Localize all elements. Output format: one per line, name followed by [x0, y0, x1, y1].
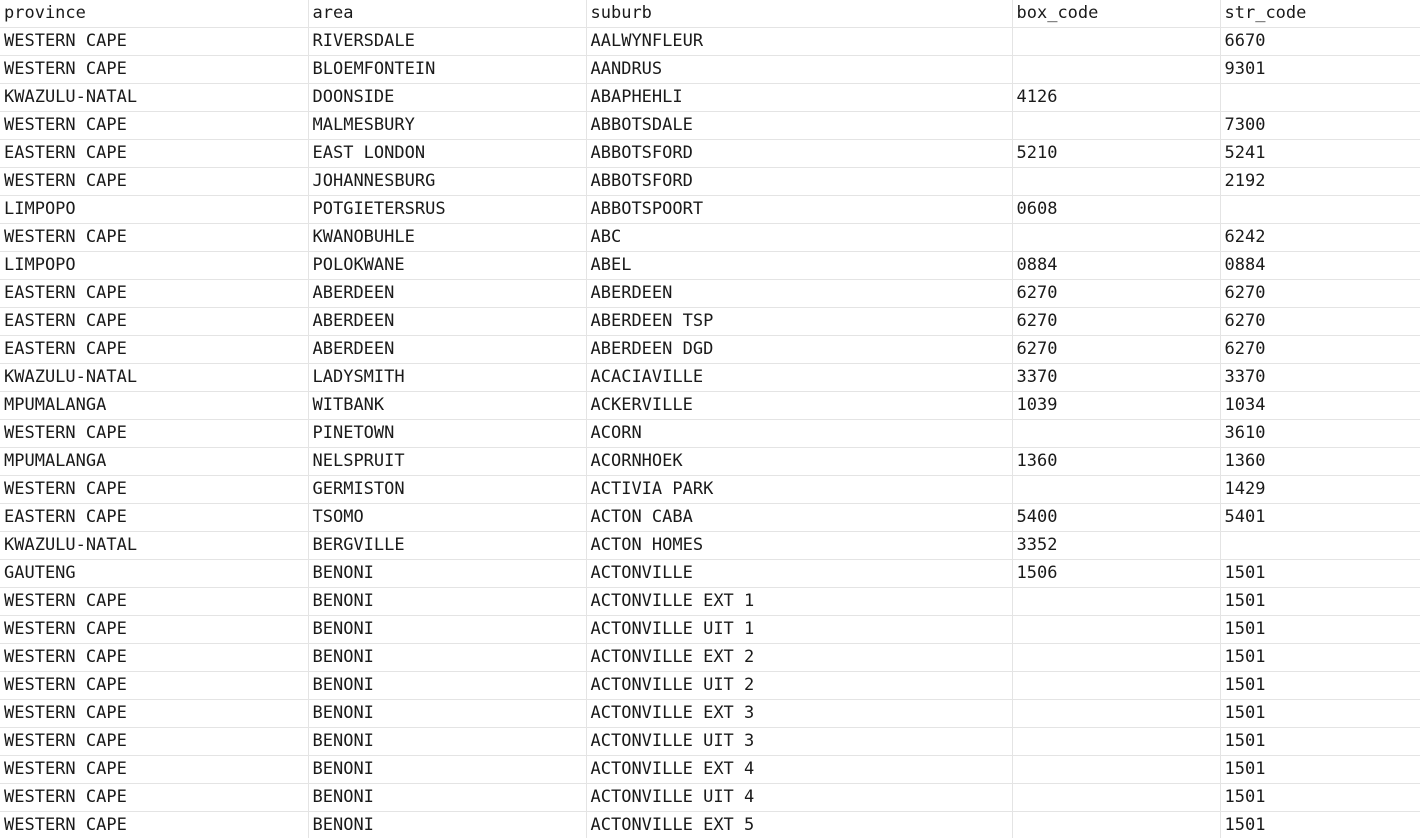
- table-row: [0, 112, 1420, 140]
- cell-box-code[interactable]: [1012, 756, 1220, 784]
- cell-str-code[interactable]: [1220, 84, 1420, 112]
- cell-area[interactable]: BENONI: [308, 756, 586, 784]
- cell-suburb[interactable]: ABAPHEHLI: [586, 84, 1012, 112]
- cell-str-code[interactable]: 1501: [1220, 616, 1420, 644]
- cell-area[interactable]: BENONI: [308, 812, 586, 838]
- cell-suburb[interactable]: ACTIVIA PARK: [586, 476, 1012, 504]
- table-row: [0, 196, 1420, 224]
- cell-suburb[interactable]: ACORN: [586, 420, 1012, 448]
- column-header-suburb[interactable]: suburb: [586, 0, 1012, 28]
- cell-suburb[interactable]: ABBOTSFORD: [586, 168, 1012, 196]
- cell-suburb[interactable]: ACTONVILLE UIT 3: [586, 728, 1012, 756]
- cell-province[interactable]: KWAZULU-NATAL: [0, 364, 308, 392]
- cell-str-code[interactable]: 1501: [1220, 812, 1420, 838]
- cell-area[interactable]: GERMISTON: [308, 476, 586, 504]
- cell-area[interactable]: ABERDEEN: [308, 280, 586, 308]
- cell-area[interactable]: BENONI: [308, 588, 586, 616]
- cell-box-code[interactable]: [1012, 728, 1220, 756]
- cell-box-code[interactable]: [1012, 28, 1220, 56]
- column-header-province[interactable]: province: [0, 0, 308, 28]
- cell-suburb[interactable]: ABERDEEN: [586, 280, 1012, 308]
- table-row: [0, 756, 1420, 784]
- cell-str-code[interactable]: 1501: [1220, 784, 1420, 812]
- cell-str-code[interactable]: 1034: [1220, 392, 1420, 420]
- cell-box-code[interactable]: 6270: [1012, 308, 1220, 336]
- cell-box-code[interactable]: [1012, 644, 1220, 672]
- cell-str-code[interactable]: 1360: [1220, 448, 1420, 476]
- table-row: [0, 224, 1420, 252]
- cell-box-code[interactable]: [1012, 420, 1220, 448]
- cell-suburb[interactable]: ACTONVILLE: [586, 560, 1012, 588]
- cell-suburb[interactable]: ABERDEEN DGD: [586, 336, 1012, 364]
- cell-suburb[interactable]: ACTONVILLE UIT 2: [586, 672, 1012, 700]
- cell-suburb[interactable]: ABEL: [586, 252, 1012, 280]
- cell-box-code[interactable]: 3352: [1012, 532, 1220, 560]
- cell-box-code[interactable]: [1012, 56, 1220, 84]
- cell-province[interactable]: LIMPOPO: [0, 196, 308, 224]
- cell-area[interactable]: WITBANK: [308, 392, 586, 420]
- cell-area[interactable]: MALMESBURY: [308, 112, 586, 140]
- table-row: [0, 812, 1420, 838]
- cell-province[interactable]: WESTERN CAPE: [0, 700, 308, 728]
- cell-suburb[interactable]: AANDRUS: [586, 56, 1012, 84]
- cell-str-code[interactable]: 5401: [1220, 504, 1420, 532]
- cell-suburb[interactable]: ABERDEEN TSP: [586, 308, 1012, 336]
- cell-box-code[interactable]: [1012, 616, 1220, 644]
- cell-province[interactable]: GAUTENG: [0, 560, 308, 588]
- cell-area[interactable]: BENONI: [308, 560, 586, 588]
- cell-str-code[interactable]: 1429: [1220, 476, 1420, 504]
- cell-suburb[interactable]: ACTONVILLE EXT 3: [586, 700, 1012, 728]
- table-row: [0, 252, 1420, 280]
- cell-province[interactable]: EASTERN CAPE: [0, 280, 308, 308]
- cell-area[interactable]: BENONI: [308, 700, 586, 728]
- cell-province[interactable]: WESTERN CAPE: [0, 588, 308, 616]
- cell-str-code[interactable]: 6242: [1220, 224, 1420, 252]
- table-row: [0, 140, 1420, 168]
- cell-str-code[interactable]: 1501: [1220, 644, 1420, 672]
- cell-province[interactable]: WESTERN CAPE: [0, 28, 308, 56]
- cell-area[interactable]: BLOEMFONTEIN: [308, 56, 586, 84]
- cell-province[interactable]: WESTERN CAPE: [0, 56, 308, 84]
- cell-box-code[interactable]: 4126: [1012, 84, 1220, 112]
- cell-area[interactable]: NELSPRUIT: [308, 448, 586, 476]
- cell-box-code[interactable]: [1012, 168, 1220, 196]
- cell-area[interactable]: BENONI: [308, 644, 586, 672]
- cell-suburb[interactable]: ACORNHOEK: [586, 448, 1012, 476]
- cell-box-code[interactable]: 6270: [1012, 280, 1220, 308]
- cell-str-code[interactable]: [1220, 532, 1420, 560]
- column-header-area[interactable]: area: [308, 0, 586, 28]
- cell-str-code[interactable]: [1220, 196, 1420, 224]
- cell-suburb[interactable]: ACTONVILLE EXT 1: [586, 588, 1012, 616]
- cell-str-code[interactable]: 3610: [1220, 420, 1420, 448]
- cell-box-code[interactable]: [1012, 588, 1220, 616]
- cell-str-code[interactable]: 1501: [1220, 560, 1420, 588]
- table-row: [0, 448, 1420, 476]
- cell-str-code[interactable]: 1501: [1220, 728, 1420, 756]
- cell-box-code[interactable]: [1012, 224, 1220, 252]
- cell-box-code[interactable]: 0884: [1012, 252, 1220, 280]
- cell-province[interactable]: WESTERN CAPE: [0, 616, 308, 644]
- cell-province[interactable]: WESTERN CAPE: [0, 224, 308, 252]
- cell-box-code[interactable]: 1360: [1012, 448, 1220, 476]
- cell-str-code[interactable]: 1501: [1220, 756, 1420, 784]
- cell-area[interactable]: KWANOBUHLE: [308, 224, 586, 252]
- cell-suburb[interactable]: ABBOTSDALE: [586, 112, 1012, 140]
- cell-str-code[interactable]: 0884: [1220, 252, 1420, 280]
- cell-province[interactable]: WESTERN CAPE: [0, 476, 308, 504]
- table-row: [0, 644, 1420, 672]
- cell-area[interactable]: BERGVILLE: [308, 532, 586, 560]
- table-row: [0, 532, 1420, 560]
- cell-box-code[interactable]: 1039: [1012, 392, 1220, 420]
- cell-province[interactable]: MPUMALANGA: [0, 448, 308, 476]
- cell-province[interactable]: EASTERN CAPE: [0, 140, 308, 168]
- cell-province[interactable]: WESTERN CAPE: [0, 672, 308, 700]
- cell-str-code[interactable]: 5241: [1220, 140, 1420, 168]
- cell-str-code[interactable]: 7300: [1220, 112, 1420, 140]
- column-header-box-code[interactable]: box_code: [1012, 0, 1220, 28]
- cell-str-code[interactable]: 6270: [1220, 336, 1420, 364]
- cell-area[interactable]: JOHANNESBURG: [308, 168, 586, 196]
- table-row: [0, 588, 1420, 616]
- cell-province[interactable]: WESTERN CAPE: [0, 812, 308, 838]
- cell-suburb[interactable]: ABBOTSPOORT: [586, 196, 1012, 224]
- cell-box-code[interactable]: [1012, 700, 1220, 728]
- cell-suburb[interactable]: ACACIAVILLE: [586, 364, 1012, 392]
- table-row: [0, 420, 1420, 448]
- cell-province[interactable]: MPUMALANGA: [0, 392, 308, 420]
- cell-province[interactable]: WESTERN CAPE: [0, 112, 308, 140]
- cell-province[interactable]: WESTERN CAPE: [0, 168, 308, 196]
- cell-suburb[interactable]: ACTON HOMES: [586, 532, 1012, 560]
- cell-str-code[interactable]: 6270: [1220, 280, 1420, 308]
- cell-suburb[interactable]: AALWYNFLEUR: [586, 28, 1012, 56]
- table-row: [0, 672, 1420, 700]
- cell-suburb[interactable]: ABBOTSFORD: [586, 140, 1012, 168]
- cell-province[interactable]: WESTERN CAPE: [0, 728, 308, 756]
- table-row: [0, 168, 1420, 196]
- cell-area[interactable]: EAST LONDON: [308, 140, 586, 168]
- cell-str-code[interactable]: 6270: [1220, 308, 1420, 336]
- cell-province[interactable]: WESTERN CAPE: [0, 644, 308, 672]
- cell-box-code[interactable]: 0608: [1012, 196, 1220, 224]
- table-row: [0, 308, 1420, 336]
- cell-area[interactable]: TSOMO: [308, 504, 586, 532]
- cell-box-code[interactable]: [1012, 476, 1220, 504]
- cell-province[interactable]: EASTERN CAPE: [0, 336, 308, 364]
- cell-area[interactable]: POTGIETERSRUS: [308, 196, 586, 224]
- cell-suburb[interactable]: ACTONVILLE EXT 5: [586, 812, 1012, 838]
- table-row: [0, 504, 1420, 532]
- cell-area[interactable]: RIVERSDALE: [308, 28, 586, 56]
- cell-province[interactable]: EASTERN CAPE: [0, 308, 308, 336]
- cell-str-code[interactable]: 3370: [1220, 364, 1420, 392]
- table-row: [0, 392, 1420, 420]
- cell-area[interactable]: ABERDEEN: [308, 336, 586, 364]
- cell-area[interactable]: BENONI: [308, 672, 586, 700]
- cell-area[interactable]: DOONSIDE: [308, 84, 586, 112]
- table-row: [0, 616, 1420, 644]
- cell-province[interactable]: WESTERN CAPE: [0, 420, 308, 448]
- cell-area[interactable]: BENONI: [308, 616, 586, 644]
- cell-area[interactable]: BENONI: [308, 728, 586, 756]
- cell-str-code[interactable]: 1501: [1220, 672, 1420, 700]
- cell-box-code[interactable]: [1012, 812, 1220, 838]
- cell-area[interactable]: LADYSMITH: [308, 364, 586, 392]
- cell-str-code[interactable]: 6670: [1220, 28, 1420, 56]
- cell-str-code[interactable]: 1501: [1220, 700, 1420, 728]
- cell-area[interactable]: POLOKWANE: [308, 252, 586, 280]
- table-row: [0, 784, 1420, 812]
- cell-province[interactable]: WESTERN CAPE: [0, 784, 308, 812]
- cell-box-code[interactable]: 6270: [1012, 336, 1220, 364]
- cell-province[interactable]: EASTERN CAPE: [0, 504, 308, 532]
- cell-suburb[interactable]: ABC: [586, 224, 1012, 252]
- cell-suburb[interactable]: ACKERVILLE: [586, 392, 1012, 420]
- table-row: [0, 56, 1420, 84]
- cell-province[interactable]: KWAZULU-NATAL: [0, 84, 308, 112]
- cell-province[interactable]: LIMPOPO: [0, 252, 308, 280]
- cell-box-code[interactable]: 3370: [1012, 364, 1220, 392]
- cell-area[interactable]: ABERDEEN: [308, 308, 586, 336]
- cell-box-code[interactable]: [1012, 784, 1220, 812]
- cell-box-code[interactable]: 5210: [1012, 140, 1220, 168]
- table-row: [0, 364, 1420, 392]
- table-row: [0, 280, 1420, 308]
- cell-suburb[interactable]: ACTONVILLE UIT 4: [586, 784, 1012, 812]
- table-row: [0, 336, 1420, 364]
- table-row: [0, 560, 1420, 588]
- cell-area[interactable]: PINETOWN: [308, 420, 586, 448]
- cell-str-code[interactable]: 1501: [1220, 588, 1420, 616]
- cell-box-code[interactable]: 1506: [1012, 560, 1220, 588]
- cell-str-code[interactable]: 9301: [1220, 56, 1420, 84]
- column-header-str-code[interactable]: str_code: [1220, 0, 1420, 28]
- table-row: [0, 28, 1420, 56]
- cell-str-code[interactable]: 2192: [1220, 168, 1420, 196]
- cell-box-code[interactable]: [1012, 112, 1220, 140]
- cell-box-code[interactable]: 5400: [1012, 504, 1220, 532]
- table-row: [0, 84, 1420, 112]
- cell-area[interactable]: BENONI: [308, 784, 586, 812]
- header-row: [0, 0, 1420, 28]
- cell-province[interactable]: WESTERN CAPE: [0, 756, 308, 784]
- cell-suburb[interactable]: ACTON CABA: [586, 504, 1012, 532]
- table-row: [0, 728, 1420, 756]
- cell-box-code[interactable]: [1012, 672, 1220, 700]
- cell-suburb[interactable]: ACTONVILLE EXT 2: [586, 644, 1012, 672]
- table-row: [0, 476, 1420, 504]
- cell-suburb[interactable]: ACTONVILLE UIT 1: [586, 616, 1012, 644]
- cell-suburb[interactable]: ACTONVILLE EXT 4: [586, 756, 1012, 784]
- cell-province[interactable]: KWAZULU-NATAL: [0, 532, 308, 560]
- table-row: [0, 700, 1420, 728]
